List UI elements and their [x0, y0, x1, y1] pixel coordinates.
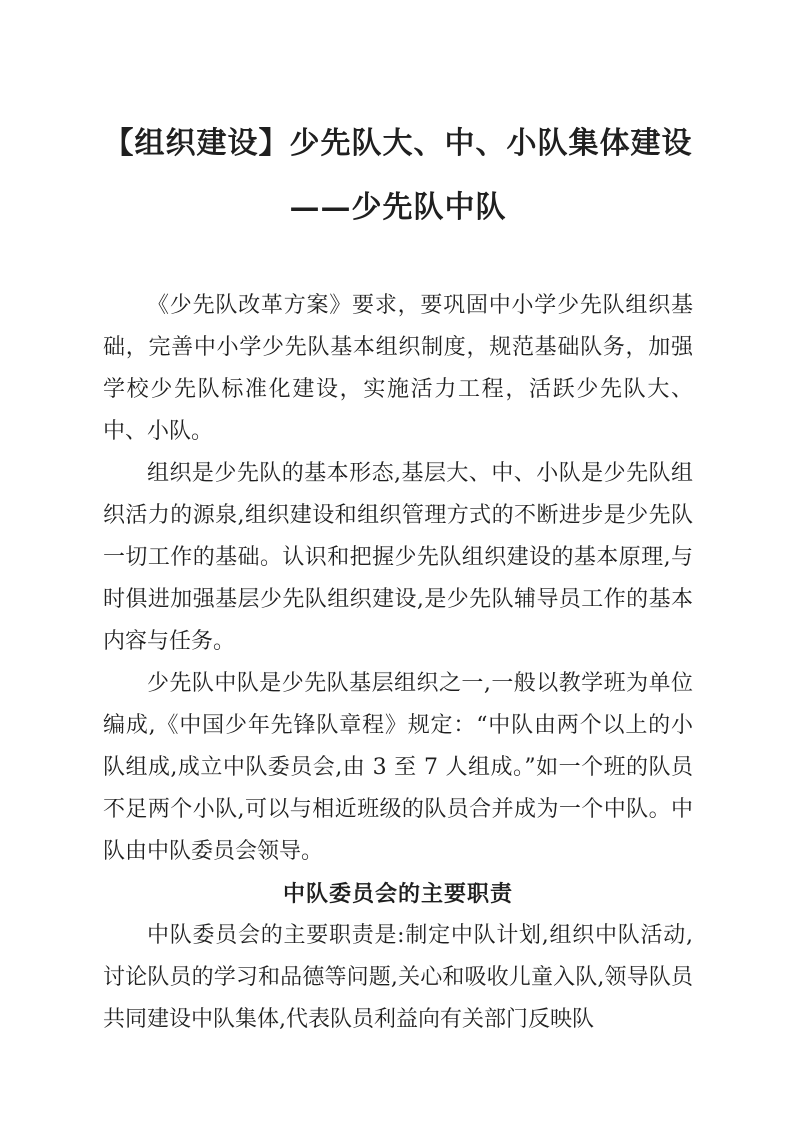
document-title-line-2: ——少先队中队	[289, 190, 507, 225]
paragraph-4: 中队委员会的主要职责是:制定中队计划,组织中队活动,讨论队员的学习和品德等问题,关心和吸收儿童入队,领导队员共同建设中队集体,代表队员利益向有关部门反映队	[103, 923, 693, 1032]
document-body	[103, 285, 693, 1041]
section-heading: 中队委员会的主要职责	[282, 881, 513, 907]
document-title-line-1: 【组织建设】少先队大、中、小队集体建设	[103, 126, 693, 161]
paragraph-2: 组织是少先队的基本形态,基层大、中、小队是少先队组织活力的源泉,组织建设和组织管理方式的不断进步是少先队一切工作的基础。认识和把握少先队组织建设的基本原理,与时俱进加强基层少先队组织建设,是少先队辅导员工作的基本内容与任务。	[103, 461, 693, 654]
paragraph-1: 《少先队改革方案》要求，要巩固中小学少先队组织基础，完善中小学少先队基本组织制度，规范基础队务，加强学校少先队标准化建设，实施活力工程，活跃少先队大、中、小队。	[103, 293, 693, 444]
document-title	[103, 112, 693, 240]
paragraph-3: 少先队中队是少先队基层组织之一,一般以教学班为单位编成,《中国少年先锋队章程》规定：“中队由两个以上的小队组成,成立中队委员会,由 3 至 7 人组成。”如一个班的队员不足两个小队,可以与相近班级的队员合并成为一个中队。中队由中队委员会领导。	[103, 671, 693, 864]
